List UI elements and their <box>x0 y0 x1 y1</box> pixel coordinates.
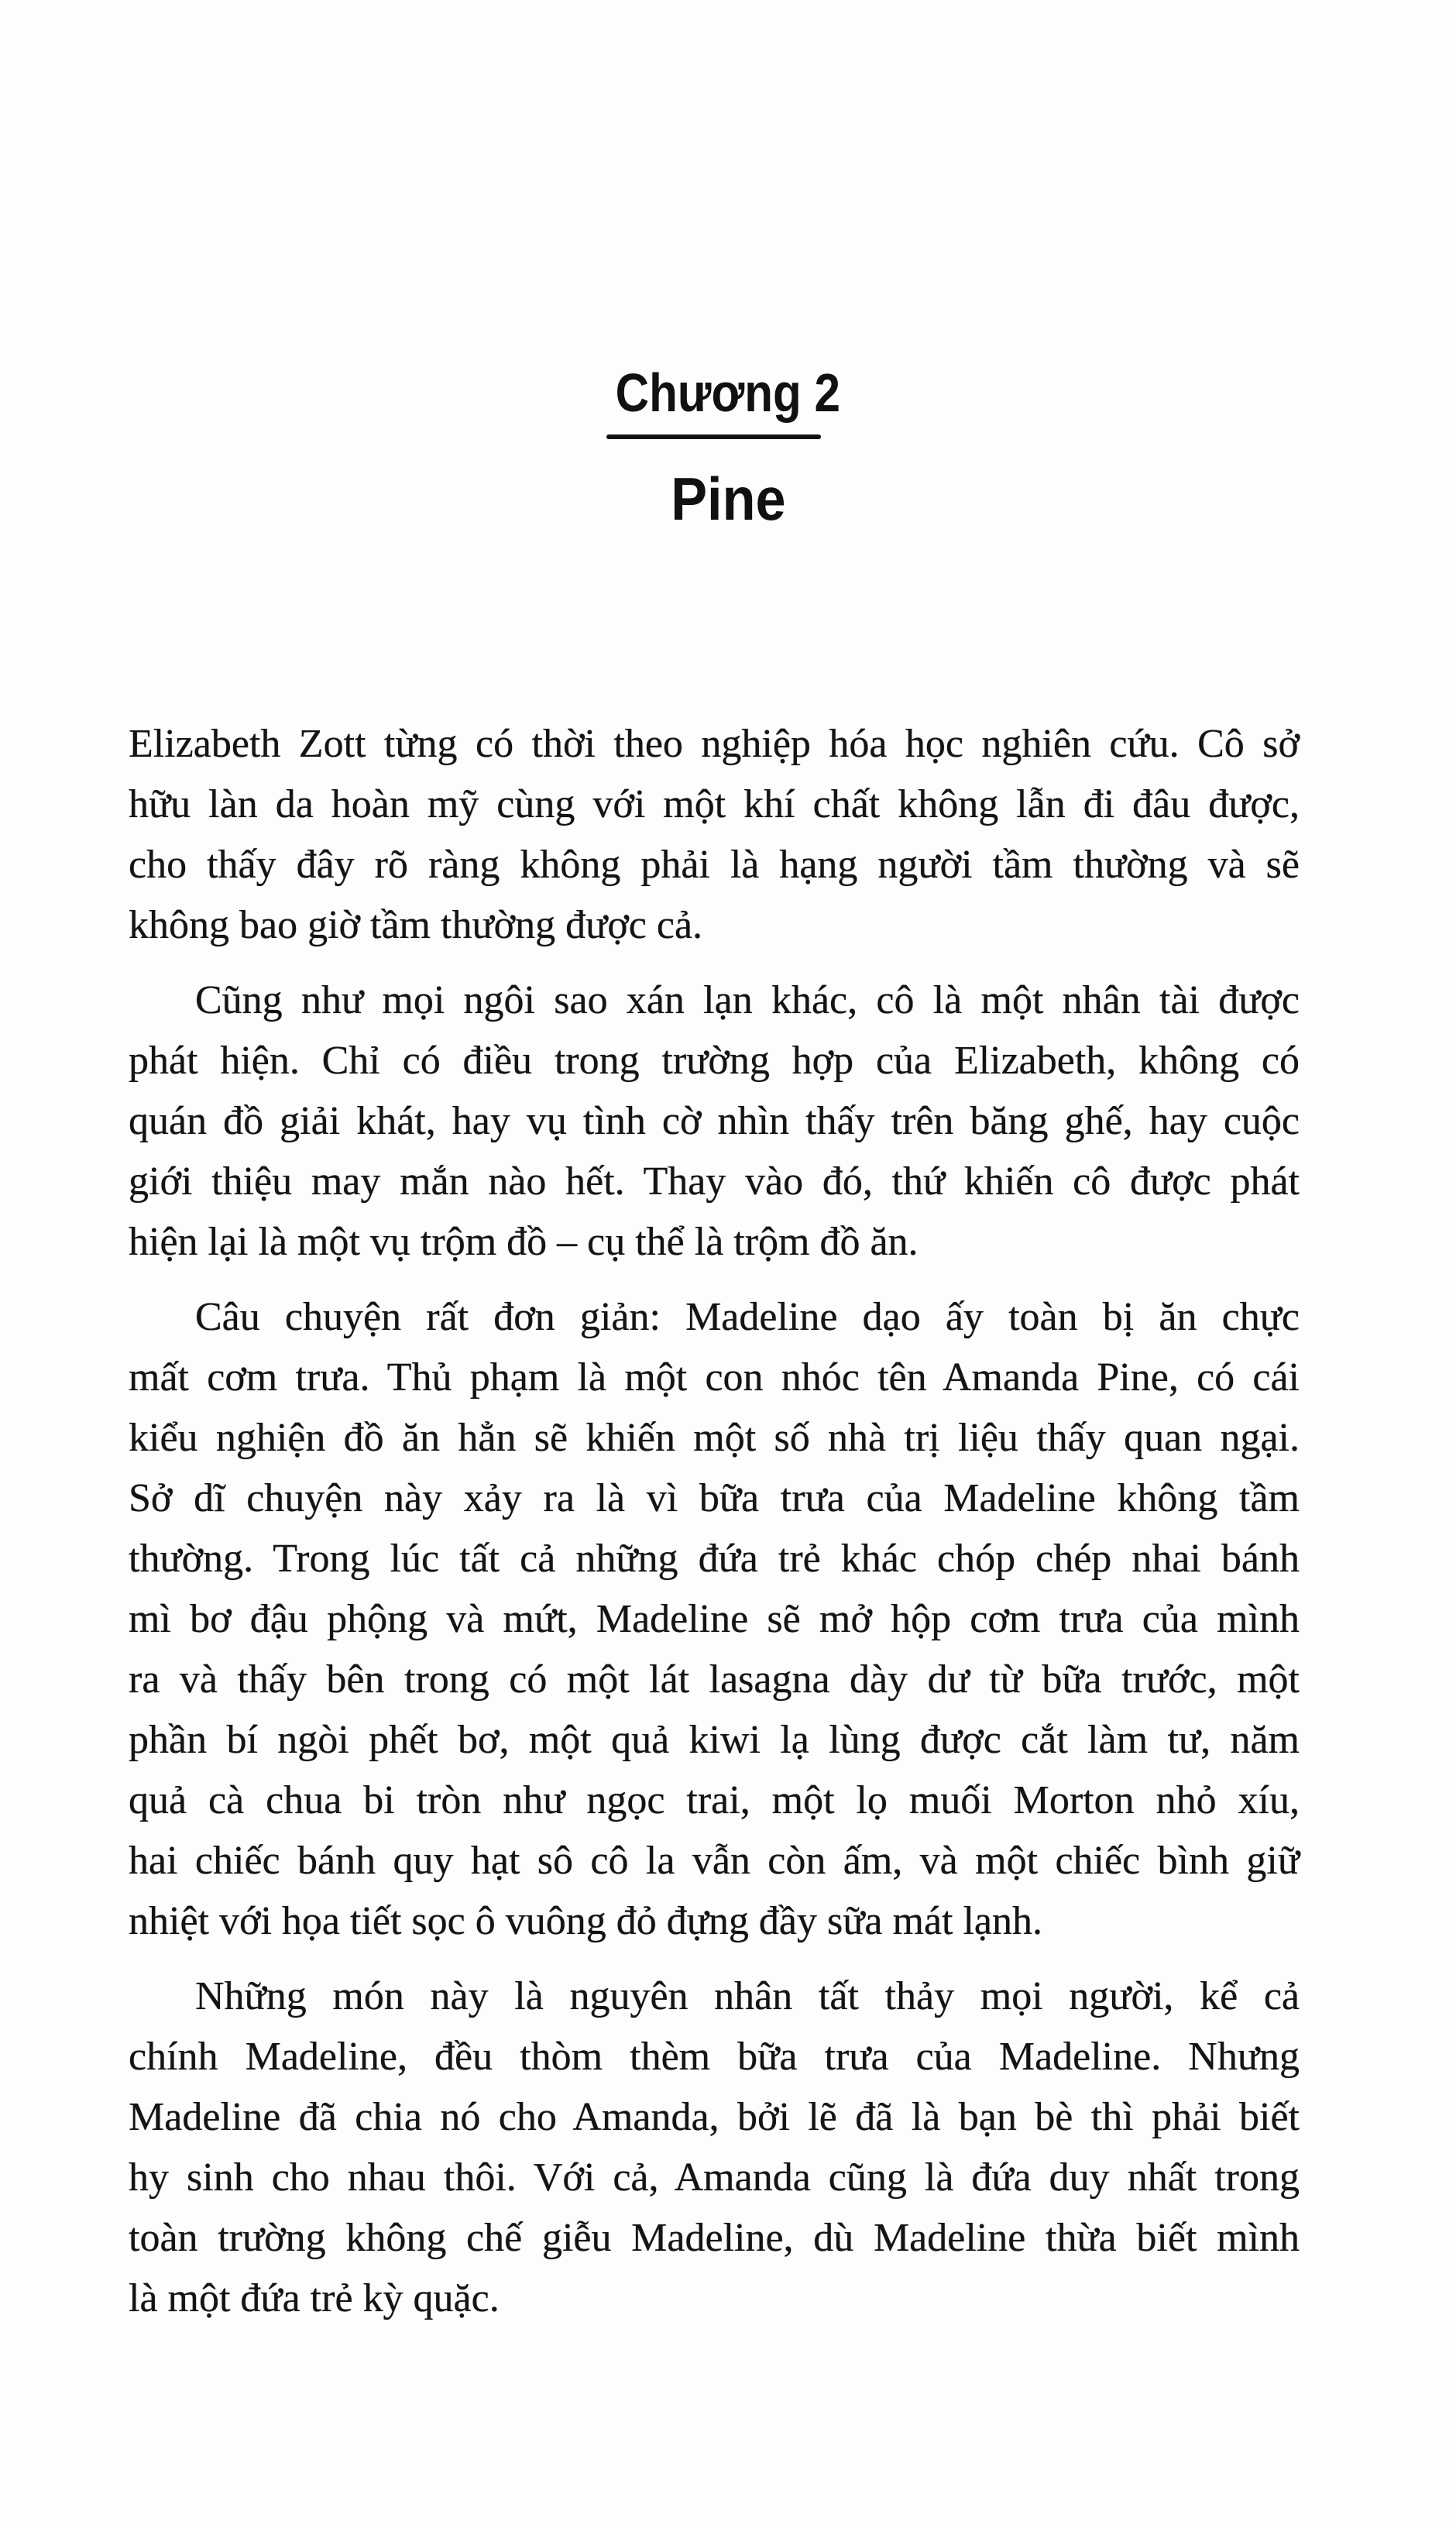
chapter-title <box>0 462 1456 536</box>
chapter-number <box>0 358 1456 428</box>
text-line: hai chiếc bánh quy hạt sô cô la vẫn còn ấm, và một chiếc bình giữ <box>129 1839 1300 1883</box>
text-line: kiểu nghiện đồ ăn hẳn sẽ khiến một số nhà trị liệu thấy quan ngại. <box>129 1416 1300 1460</box>
text-line: toàn trường không chế giễu Madeline, dù Madeline thừa biết mình <box>129 2216 1300 2260</box>
paragraph <box>129 1287 1300 1952</box>
text-line: chính Madeline, đều thòm thèm bữa trưa của Madeline. Nhưng <box>129 2035 1300 2079</box>
text-line: giới thiệu may mắn nào hết. Thay vào đó, thứ khiến cô được phát <box>129 1159 1300 1204</box>
text-line: cho thấy đây rõ ràng không phải là hạng người tầm thường và sẽ <box>129 843 1300 887</box>
paragraph <box>129 970 1300 1273</box>
text-line: Câu chuyện rất đơn giản: Madeline dạo ấy toàn bị ăn chực <box>195 1295 1300 1339</box>
text-line: nhiệt với họa tiết sọc ô vuông đỏ đựng đầy sữa mát lạnh. <box>129 1899 1043 1943</box>
chapter-underline <box>606 434 821 439</box>
text-line: phần bí ngòi phết bơ, một quả kiwi lạ lùng được cắt làm tư, năm <box>129 1718 1300 1762</box>
text-line: mì bơ đậu phộng và mứt, Madeline sẽ mở hộp cơm trưa của mình <box>129 1597 1300 1641</box>
text-line: phát hiện. Chỉ có điều trong trường hợp của Elizabeth, không có <box>129 1039 1300 1083</box>
text-line: không bao giờ tầm thường được cả. <box>129 903 703 947</box>
text-line: quán đồ giải khát, hay vụ tình cờ nhìn thấy trên băng ghế, hay cuộc <box>129 1099 1300 1143</box>
text-line: Những món này là nguyên nhân tất thảy mọi người, kể cả <box>195 1974 1300 2018</box>
text-line: quả cà chua bi tròn như ngọc trai, một lọ muối Morton nhỏ xíu, <box>129 1778 1300 1822</box>
paragraph <box>129 714 1300 956</box>
paragraph <box>129 1966 1300 2329</box>
chapter-number-text: Chương 2 <box>615 362 841 423</box>
text-line: hiện lại là một vụ trộm đồ – cụ thể là trộm đồ ăn. <box>129 1220 919 1264</box>
text-line: thường. Trong lúc tất cả những đứa trẻ khác chóp chép nhai bánh <box>129 1537 1300 1581</box>
text-line: Sở dĩ chuyện này xảy ra là vì bữa trưa của Madeline không tầm <box>129 1476 1300 1520</box>
text-line: Elizabeth Zott từng có thời theo nghiệp hóa học nghiên cứu. Cô sở <box>129 722 1300 766</box>
text-line: hy sinh cho nhau thôi. Với cả, Amanda cũng là đứa duy nhất trong <box>129 2155 1300 2200</box>
text-line: mất cơm trưa. Thủ phạm là một con nhóc tên Amanda Pine, có cái <box>129 1355 1300 1400</box>
text-line: Cũng như mọi ngôi sao xán lạn khác, cô là một nhân tài được <box>195 978 1300 1022</box>
text-line: ra và thấy bên trong có một lát lasagna dày dư từ bữa trước, một <box>129 1657 1300 1702</box>
text-line: hữu làn da hoàn mỹ cùng với một khí chất không lẫn đi đâu được, <box>129 782 1300 826</box>
chapter-title-text: Pine <box>670 465 786 533</box>
chapter-body <box>129 714 1300 2344</box>
text-line: là một đứa trẻ kỳ quặc. <box>129 2276 500 2320</box>
text-line: Madeline đã chia nó cho Amanda, bởi lẽ đã là bạn bè thì phải biết <box>129 2095 1300 2139</box>
